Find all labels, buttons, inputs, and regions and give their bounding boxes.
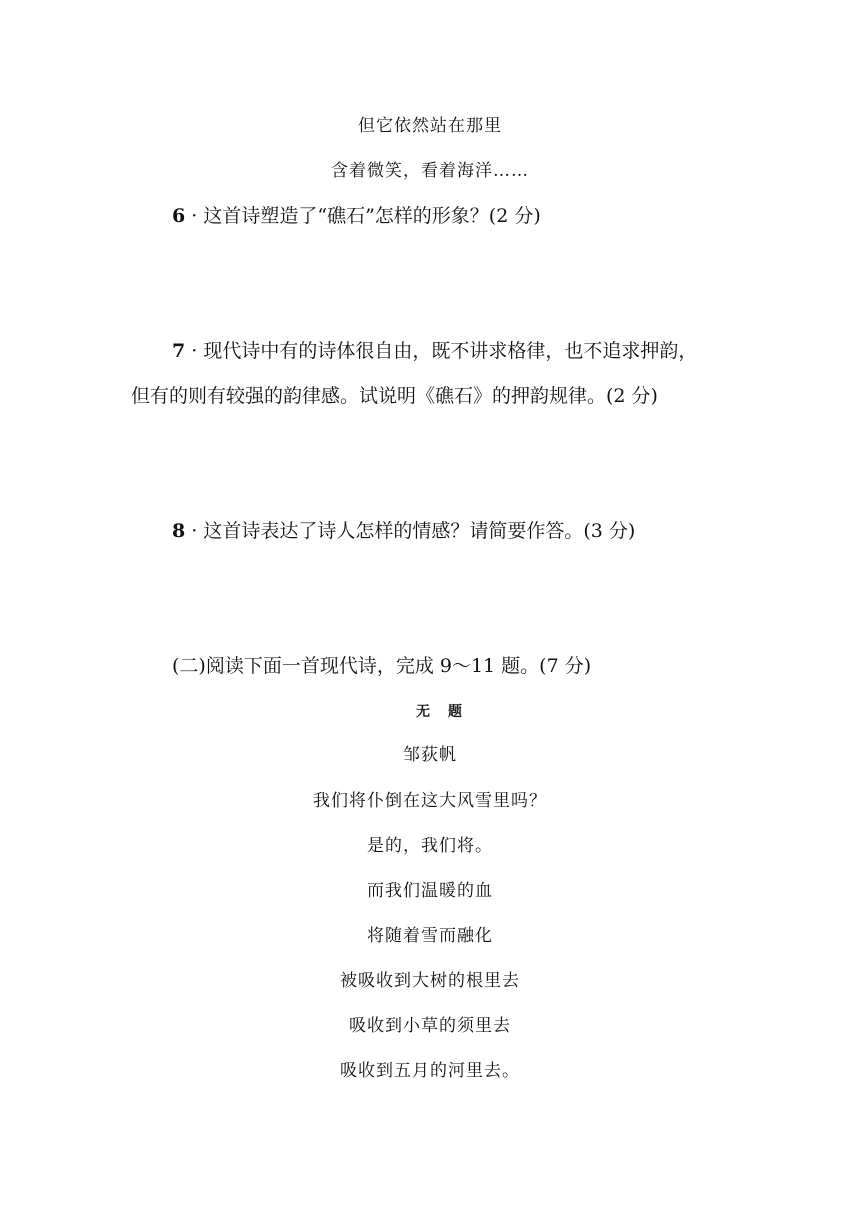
poem-line: 被吸收到大树的根里去 [340, 971, 520, 991]
poem-line: 吸收到小草的须里去 [349, 1016, 511, 1036]
poem-line: 将随着雪而融化 [367, 926, 493, 946]
poem-line: 我们将仆倒在这大风雪里吗？ [313, 791, 547, 811]
question-7-number: 7 [172, 340, 186, 362]
poem-line-2: 含着微笑，看着海洋…… [331, 161, 529, 181]
poem-title: 无题 [416, 704, 480, 720]
question-8-number: 8 [172, 520, 186, 542]
poem-line: 是的，我们将。 [367, 836, 493, 856]
question-6-number: 6 [172, 205, 186, 227]
question-8-text: 这首诗表达了诗人怎样的情感？请简要作答。(3 分) [203, 520, 636, 542]
question-7 [172, 342, 697, 361]
question-separator: · [191, 205, 198, 227]
question-6-text: 这首诗塑造了“礁石”怎样的形象？(2 分) [203, 205, 541, 227]
section-2-heading: (二)阅读下面一首现代诗，完成 9～11 题。(7 分) [172, 655, 592, 677]
question-6 [172, 207, 541, 226]
poem-line: 吸收到五月的河里去。 [340, 1061, 520, 1081]
question-7-text: 现代诗中有的诗体很自由，既不讲求格律，也不追求押韵， [203, 340, 698, 362]
question-separator: · [191, 520, 198, 542]
poem-line-1: 但它依然站在那里 [358, 116, 502, 136]
poem-author: 邹荻帆 [403, 745, 457, 765]
question-7-text-continued: 但有的则有较强的韵律感。试说明《礁石》的押韵规律。(2 分) [131, 385, 658, 407]
question-separator: · [191, 340, 198, 362]
poem-line: 而我们温暖的血 [367, 881, 493, 901]
question-8 [172, 522, 635, 541]
